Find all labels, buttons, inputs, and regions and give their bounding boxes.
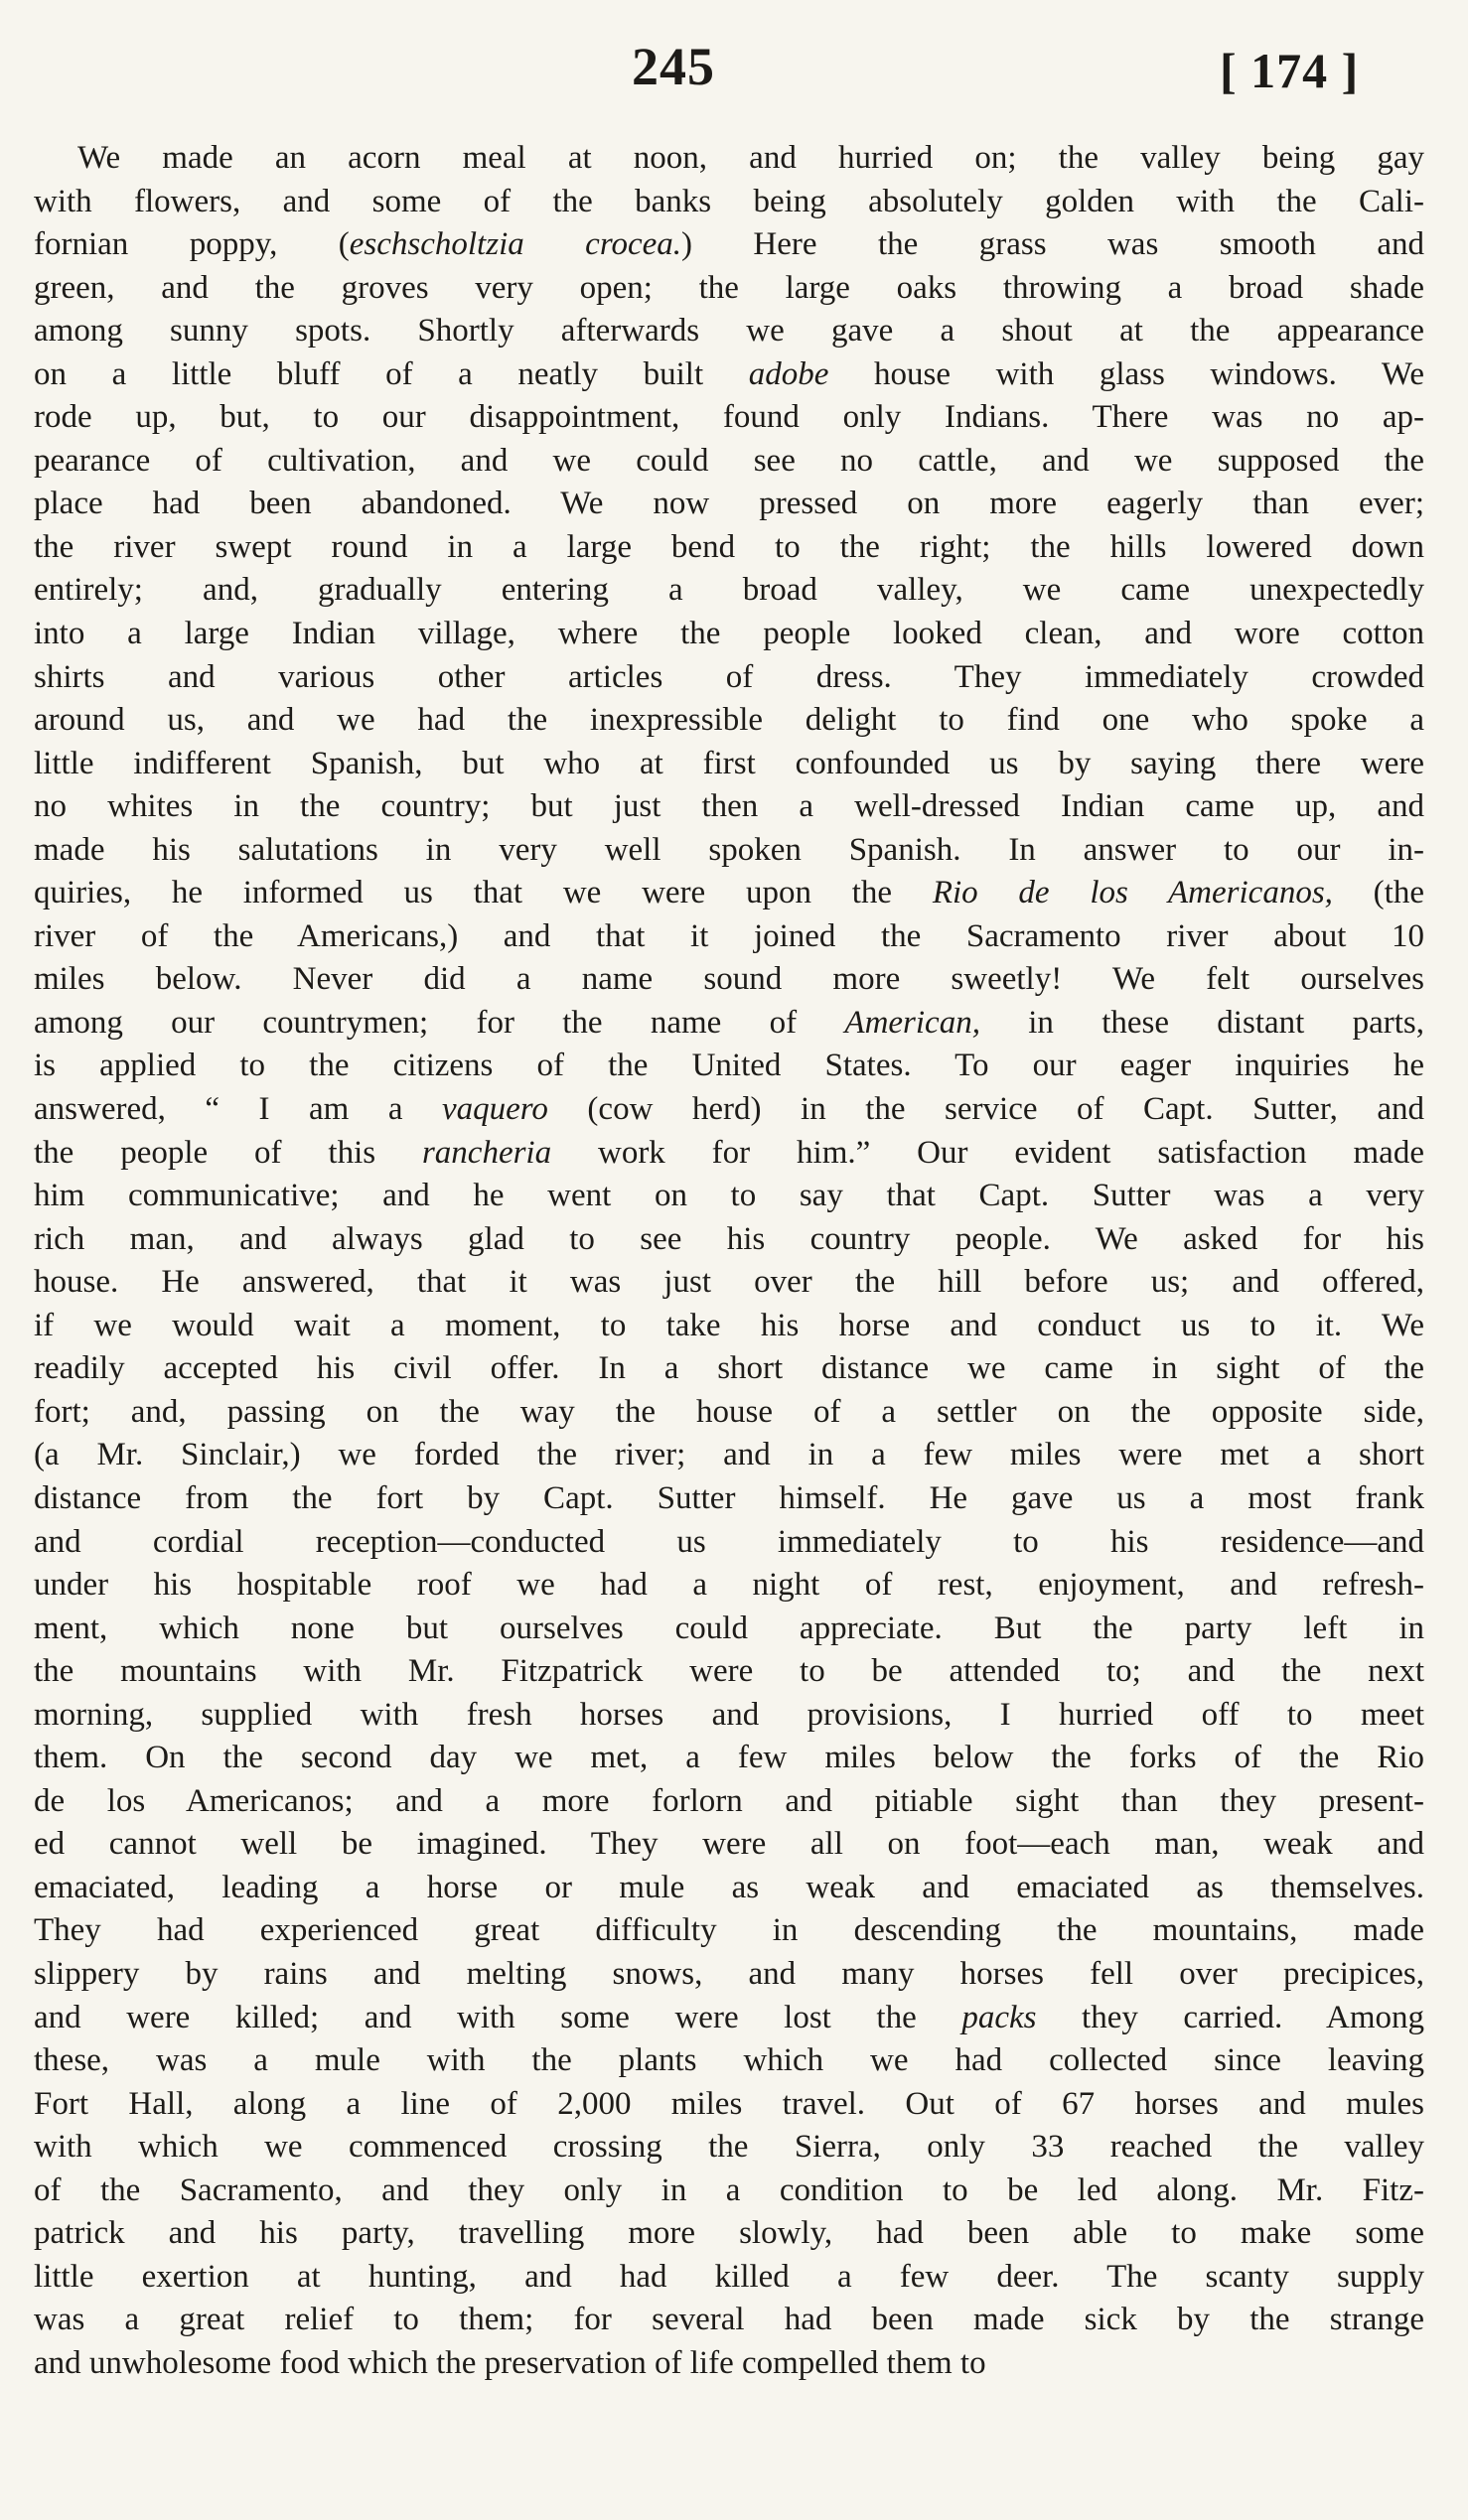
text-line: and unwholesome food which the preservation of life compelled them to (34, 2344, 986, 2381)
text-line: among sunny spots. Shortly afterwards we gave a shout at the appearance (34, 313, 1424, 350)
text-line: house. He answered, that it was just over the hill before us; and offered, (34, 1264, 1424, 1301)
text-line: little indifferent Spanish, but who at first confounded us by saying there were (34, 745, 1424, 781)
text-line: under his hospitable roof we had a night of rest, enjoyment, and refresh- (34, 1567, 1424, 1604)
text-line: distance from the fort by Capt. Sutter himself. He gave us a most frank (34, 1479, 1424, 1516)
text-line: on a little bluff of a neatly built adobe house with glass windows. We (34, 355, 1425, 392)
text-line: was a great relief to them; for several had been made sick by the strange (34, 2302, 1424, 2338)
text-line: the people of this rancheria work for him.” Our evident satisfaction made (34, 1134, 1424, 1171)
text-line: readily accepted his civil offer. In a short distance we came in sight of the (34, 1350, 1424, 1387)
text-line: is applied to the citizens of the United States. To our eager inquiries he (34, 1048, 1424, 1084)
italic-term: eschscholtzia crocea. (349, 226, 681, 263)
text-line: patrick and his party, travelling more slowly, had been able to make some (34, 2215, 1424, 2252)
text-line: with flowers, and some of the banks being absolutely golden with the Cali- (34, 183, 1424, 219)
body-paragraph (34, 137, 1424, 2385)
text-line: him communicative; and he went on to say that Capt. Sutter was a very (34, 1178, 1424, 1214)
text-line: and were killed; and with some were lost the packs they carried. Among (34, 1999, 1424, 2035)
text-line: rode up, but, to our disappointment, found only Indians. There was no ap- (34, 399, 1424, 436)
text-line: de los Americanos; and a more forlorn and pitiable sight than they present- (34, 1782, 1424, 1819)
text-line: answered, “ I am a vaquero (cow herd) in the service of Capt. Sutter, and (34, 1091, 1424, 1128)
section-number: [ 174 ] (1220, 43, 1360, 98)
text-line: fort; and, passing on the way the house of a settler on the opposite side, (34, 1393, 1424, 1430)
text-line: the river swept round in a large bend to the right; the hills lowered down (34, 528, 1424, 565)
text-line: We made an acorn meal at noon, and hurried on; the valley being gay (77, 140, 1424, 176)
text-line: place had been abandoned. We now pressed on more eagerly than ever; (34, 486, 1424, 522)
text-line: slippery by rains and melting snows, and many horses fell over precipices, (34, 1955, 1424, 1992)
text-line: emaciated, leading a horse or mule as weak and emaciated as themselves. (34, 1869, 1424, 1905)
text-line: entirely; and, gradually entering a broad valley, we came unexpectedly (34, 572, 1424, 609)
text-line: made his salutations in very well spoken Spanish. In answer to our in- (34, 831, 1424, 868)
text-line: the mountains with Mr. Fitzpatrick were to be attended to; and the next (34, 1653, 1424, 1690)
italic-term: Rio de los Americanos, (932, 875, 1333, 911)
text-line: ed cannot well be imagined. They were all on foot—each man, weak and (34, 1826, 1424, 1863)
text-line: with which we commenced crossing the Sierra, only 33 reached the valley (34, 2129, 1424, 2166)
page-number: 245 (632, 37, 715, 96)
text-line: no whites in the country; but just then a well-dressed Indian came up, and (34, 788, 1424, 825)
text-line: Fort Hall, along a line of 2,000 miles travel. Out of 67 horses and mules (34, 2085, 1424, 2122)
text-line: little exertion at hunting, and had killed a few deer. The scanty supply (34, 2258, 1424, 2295)
text-line: rich man, and always glad to see his country people. We asked for his (34, 1220, 1424, 1257)
running-head (0, 36, 1468, 115)
text-line: into a large Indian village, where the people looked clean, and wore cotton (34, 616, 1424, 652)
text-line: ment, which none but ourselves could appreciate. But the party left in (34, 1610, 1424, 1646)
italic-term: adobe (748, 355, 829, 392)
text-line: miles below. Never did a name sound more sweetly! We felt ourselves (34, 961, 1424, 998)
text-line: around us, and we had the inexpressible delight to find one who spoke a (34, 702, 1424, 739)
text-line: green, and the groves very open; the large oaks throwing a broad shade (34, 269, 1424, 306)
italic-term: packs (961, 1999, 1037, 2035)
text-line: They had experienced great difficulty in descending the mountains, made (34, 1912, 1424, 1949)
text-line: (a Mr. Sinclair,) we forded the river; and in a few miles were met a short (34, 1437, 1424, 1473)
text-line: if we would wait a moment, to take his horse and conduct us to it. We (34, 1307, 1424, 1343)
text-line: quiries, he informed us that we were upon the Rio de los Americanos, (the (34, 875, 1424, 911)
text-line: these, was a mule with the plants which we had collected since leaving (34, 2042, 1424, 2079)
text-line: among our countrymen; for the name of American, in these distant parts, (34, 1004, 1424, 1041)
text-line: of the Sacramento, and they only in a condition to be led along. Mr. Fitz- (34, 2171, 1424, 2208)
text-line: pearance of cultivation, and we could see no cattle, and we supposed the (34, 442, 1424, 479)
text-line: morning, supplied with fresh horses and provisions, I hurried off to meet (34, 1696, 1424, 1733)
italic-term: American, (844, 1004, 980, 1041)
text-line: and cordial reception—conducted us immediately to his residence—and (34, 1523, 1424, 1560)
italic-term: rancheria (421, 1134, 552, 1171)
text-line: river of the Americans,) and that it joined the Sacramento river about 10 (34, 917, 1424, 954)
italic-term: vaquero (442, 1091, 548, 1128)
text-line: shirts and various other articles of dress. They immediately crowded (34, 658, 1424, 695)
text-line: fornian poppy, (eschscholtzia crocea.) Here the grass was smooth and (34, 226, 1424, 263)
text-line: them. On the second day we met, a few miles below the forks of the Rio (34, 1740, 1424, 1776)
